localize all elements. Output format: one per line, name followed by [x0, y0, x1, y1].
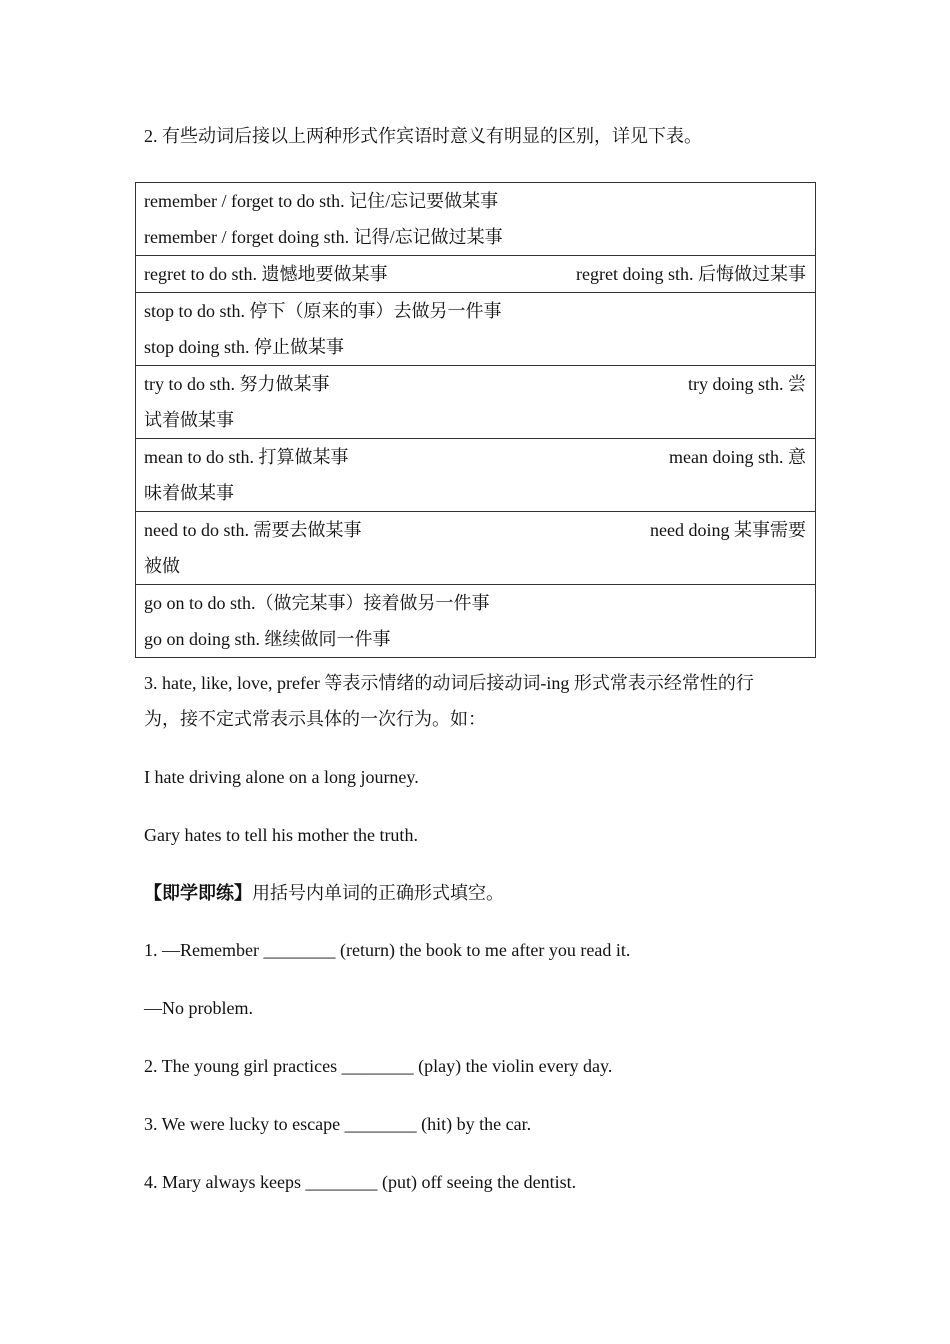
table-cell-text: mean to do sth. 打算做某事 [144, 447, 349, 467]
intro-paragraph: 2. 有些动词后接以上两种形式作宾语时意义有明显的区别，详见下表。 [144, 126, 702, 146]
table-cell-text: regret doing sth. 后悔做过某事 [576, 264, 806, 284]
practice-heading [144, 875, 804, 911]
table-cell-text: remember / forget to do sth. 记住/忘记要做某事 [144, 191, 499, 211]
practice-item: 1. —Remember ________ (return) the book to me after you read it. [144, 940, 631, 960]
table-row [136, 366, 816, 439]
point3-line1: 3. hate, like, love, prefer 等表示情绪的动词后接动词-ing 形式常表示经常性的行 [144, 673, 754, 693]
example-sentence: Gary hates to tell his mother the truth. [144, 825, 418, 845]
table-cell-text: regret to do sth. 遗憾地要做某事 [144, 264, 388, 284]
table-row [136, 293, 816, 366]
table-cell-text: try doing sth. 尝 [687, 374, 806, 394]
table-cell-text: mean doing sth. 意 [669, 447, 806, 467]
practice-item: 3. We were lucky to escape ________ (hit) by the car. [144, 1114, 532, 1134]
table-cell-text: stop to do sth. 停下（原来的事）去做另一件事 [144, 301, 502, 321]
table-cell-text: need to do sth. 需要去做某事 [144, 520, 362, 540]
table-row [136, 585, 816, 658]
table-row [136, 256, 816, 293]
table-cell-text: 被做 [144, 556, 180, 576]
practice-instruction: 用括号内单词的正确形式填空。 [252, 883, 504, 903]
table-row [136, 183, 816, 256]
table-cell-text: go on to do sth.（做完某事）接着做另一件事 [144, 593, 490, 613]
table-cell-text: 味着做某事 [144, 483, 234, 503]
table-cell-text: need doing 某事需要 [650, 520, 806, 540]
table-row [136, 439, 816, 512]
table-cell-text: 试着做某事 [144, 410, 234, 430]
practice-item: 4. Mary always keeps ________ (put) off seeing the dentist. [144, 1172, 577, 1192]
table-cell-text: go on doing sth. 继续做同一件事 [144, 629, 391, 649]
point3-paragraph [144, 665, 804, 737]
practice-item: —No problem. [144, 998, 253, 1018]
table-cell-text: try to do sth. 努力做某事 [144, 374, 330, 394]
practice-item: 2. The young girl practices ________ (play) the violin every day. [144, 1056, 613, 1076]
table-cell-text: remember / forget doing sth. 记得/忘记做过某事 [144, 227, 503, 247]
practice-label: 【即学即练】 [144, 883, 252, 903]
verb-comparison-table [135, 182, 816, 658]
point3-line2: 为，接不定式常表示具体的一次行为。如： [144, 709, 486, 729]
table-cell-text: stop doing sth. 停止做某事 [144, 337, 345, 357]
example-sentence: I hate driving alone on a long journey. [144, 767, 419, 787]
table-row [136, 512, 816, 585]
